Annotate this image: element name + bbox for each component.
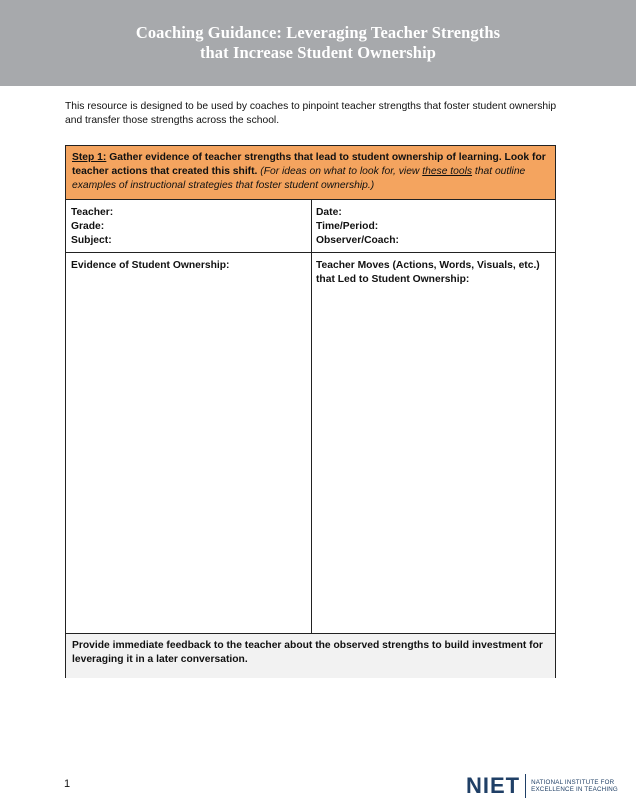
meta-left-cell [71,206,113,248]
niet-logo-subtitle [531,779,618,794]
logo-line-1: NATIONAL INSTITUTE FOR [531,778,615,786]
evidence-heading: Evidence of Student Ownership: [71,260,230,271]
niet-logo [466,774,618,798]
time-period-field-label: Time/Period: [316,221,379,232]
column-divider [311,200,312,633]
title-line-2: that Increase Student Ownership [199,43,437,62]
teacher-moves-heading-line-2: that Led to Student Ownership: [316,274,470,285]
niet-logo-mark: NIET [466,773,521,798]
title-banner [0,0,636,86]
observer-coach-field-label: Observer/Coach: [316,235,399,246]
step-label: Step 1: [72,152,107,163]
grade-field-label: Grade: [71,221,105,232]
meta-right-cell [316,206,399,248]
teacher-moves-heading-line-1: Teacher Moves (Actions, Words, Visuals, etc.) [316,260,540,271]
logo-line-2: EXCELLENCE IN TEACHING [531,786,618,793]
intro-paragraph: This resource is designed to be used by coaches to pinpoint teacher strengths that foster student ownership and transfer those strengths across the school. [65,101,557,126]
feedback-instructions: Provide immediate feedback to the teacher about the observed strengths to build investment for leveraging it in a later conversation. [66,634,555,678]
observation-form [65,145,556,678]
teacher-field-label: Teacher: [71,207,114,218]
step-italic-pre: (For ideas on what to look for, view [257,166,423,177]
step-italic-post: that outline examples of instructional strategies that foster student ownership.) [72,166,526,191]
step-bold-text: Gather evidence of teacher strengths that lead to student ownership of learning. Look for teacher actions that created this shift. [72,152,546,177]
these-tools-link[interactable]: these tools [422,166,473,177]
page-number: 1 [64,778,71,790]
step-1-instructions [66,146,555,200]
title-line-1: Coaching Guidance: Leveraging Teacher Strengths [135,23,501,42]
teacher-moves-heading [316,259,546,287]
row-divider-1 [66,252,555,253]
logo-separator [525,774,526,798]
date-field-label: Date: [316,207,342,218]
subject-field-label: Subject: [71,235,112,246]
